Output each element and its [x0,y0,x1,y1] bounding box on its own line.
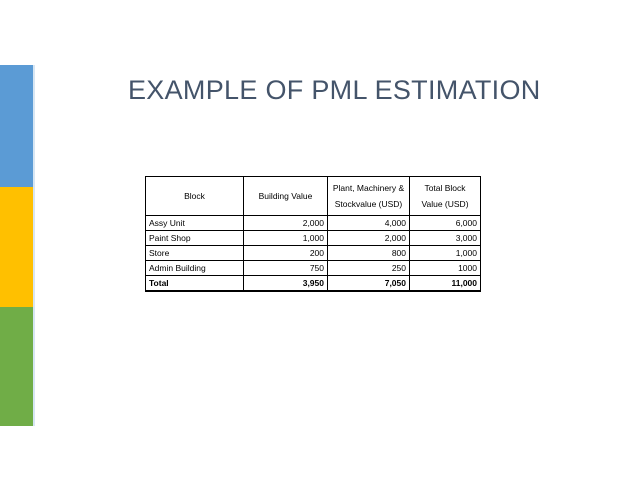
total-label: Total [146,276,244,292]
accent-bar-gold [0,187,33,307]
table-row [146,231,481,246]
cell-total-value: 6,000 [410,216,481,231]
accent-bar-blue [0,65,33,187]
total-building-value: 3,950 [244,276,328,292]
cell-building-value: 2,000 [244,216,328,231]
cell-building-value: 1,000 [244,231,328,246]
cell-block: Store [146,246,244,261]
header-block [146,177,244,216]
accent-bar-edge [33,65,35,426]
header-plant-machinery-stock-value [328,177,410,216]
header-line: Total Block [424,183,466,193]
header-line: Stockvalue (USD) [334,199,403,209]
accent-bar-green [0,307,33,426]
table-row [146,261,481,276]
cell-plant-stock-value: 4,000 [328,216,410,231]
cell-block: Admin Building [146,261,244,276]
table-row [146,246,481,261]
table-row [146,216,481,231]
cell-block: Assy Unit [146,216,244,231]
total-block-value: 11,000 [410,276,481,292]
cell-total-value: 1000 [410,261,481,276]
cell-plant-stock-value: 250 [328,261,410,276]
header-total-block-value [410,177,481,216]
cell-total-value: 3,000 [410,231,481,246]
table-header-row [146,177,481,216]
cell-block: Paint Shop [146,231,244,246]
header-line: Block [184,191,205,201]
header-building-value [244,177,328,216]
cell-plant-stock-value: 800 [328,246,410,261]
cell-building-value: 750 [244,261,328,276]
total-plant-stock-value: 7,050 [328,276,410,292]
cell-total-value: 1,000 [410,246,481,261]
cell-building-value: 200 [244,246,328,261]
header-line: Building Value [258,191,313,201]
header-line: Plant, Machinery & [332,183,405,193]
table-total-row [146,276,481,292]
cell-plant-stock-value: 2,000 [328,231,410,246]
slide-title: EXAMPLE OF PML ESTIMATION [128,75,541,105]
header-line: Value (USD) [421,199,469,209]
pml-estimation-table [145,176,481,292]
